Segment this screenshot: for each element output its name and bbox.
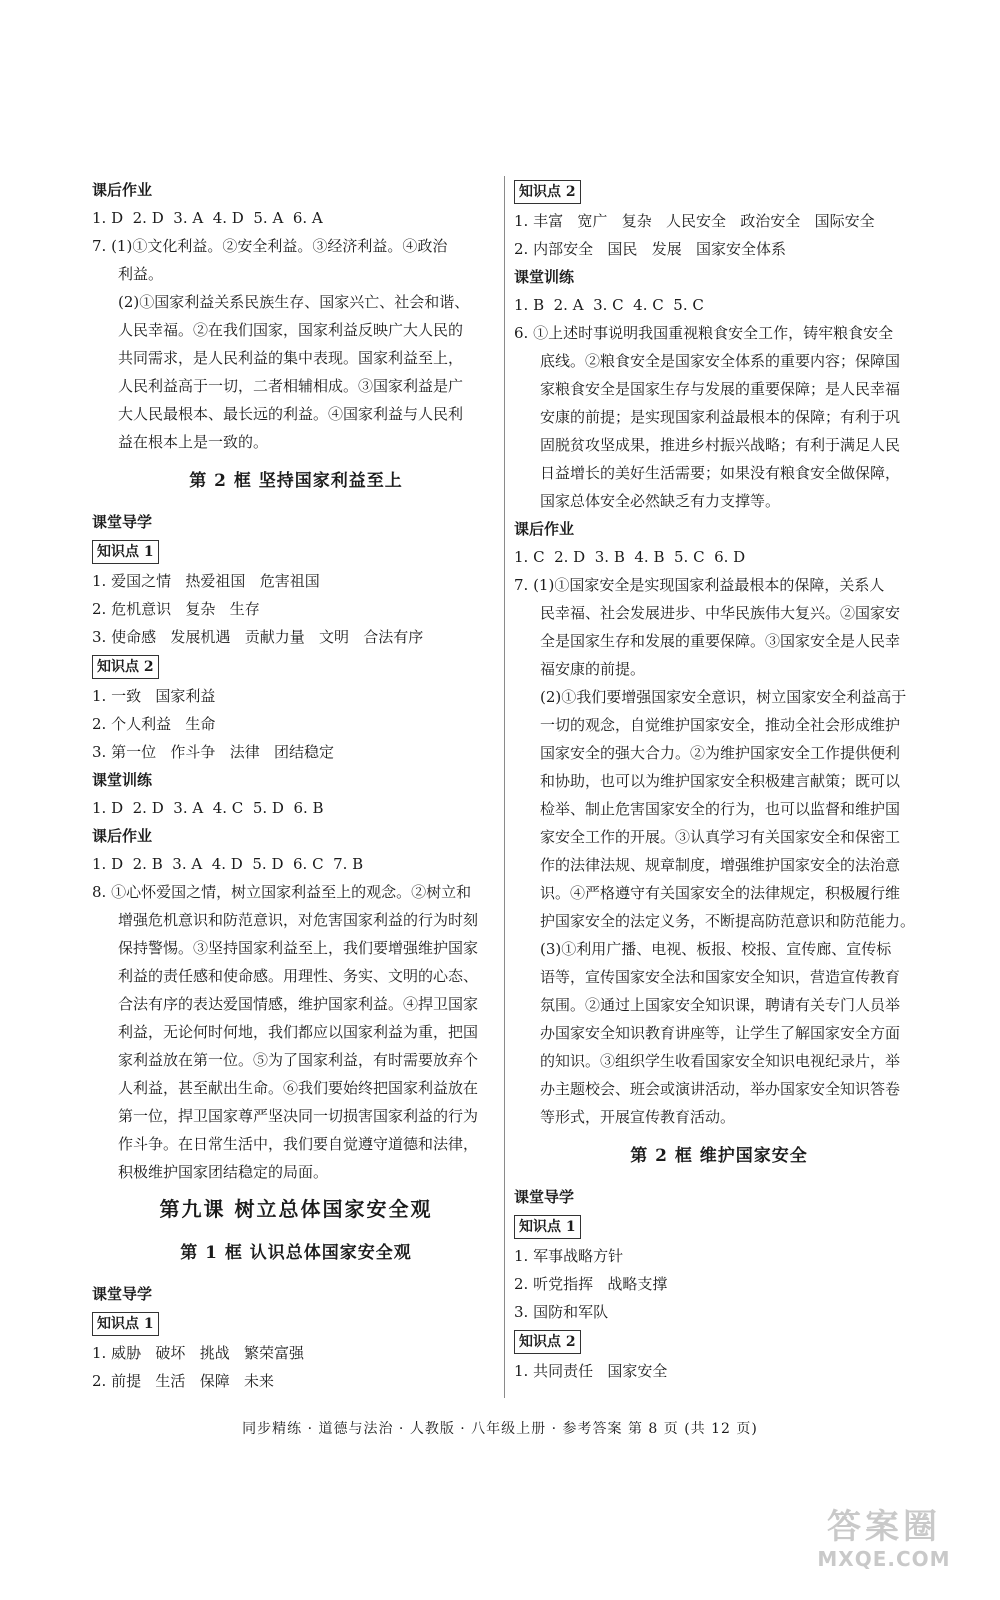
answer-line: 1. D 2. B 3. A 4. D 5. D 6. C 7. B [92, 855, 364, 873]
answer-line: 人民幸福。②在我们国家，国家利益反映广大人民的 [118, 321, 464, 339]
answer-line: 人利益，甚至献出生命。⑥我们要始终把国家利益放在 [118, 1079, 479, 1097]
answer-line: 检举、制止危害国家安全的行为，也可以监督和维护国 [540, 800, 901, 818]
answer-line: 1. 军事战略方针 [514, 1247, 624, 1265]
answer-line: 6. ①上述时事说明我国重视粮食安全工作，铸牢粮食安全 [514, 324, 894, 342]
answer-line: 家安全工作的开展。③认真学习有关国家安全和保密工 [540, 828, 901, 846]
answer-line: 3. 国防和军队 [514, 1303, 609, 1321]
answer-line: 福安康的前提。 [540, 660, 646, 678]
answer-line: 2. 个人利益 生命 [92, 715, 216, 733]
answer-line: 护国家安全的法定义务，不断提高防范意识和防范能力。 [540, 912, 916, 930]
answer-line: (2)①国家利益关系民族生存、国家兴亡、社会和谐、 [118, 293, 470, 311]
answer-line: 作斗争。在日常生活中，我们要自觉遵守道德和法律， [118, 1135, 479, 1153]
answer-line: 国家安全的强大合力。②为维护国家安全工作提供便利 [540, 744, 901, 762]
answer-line: 3. 使命感 发展机遇 贡献力量 文明 合法有序 [92, 628, 424, 646]
answer-line: 1. 一致 国家利益 [92, 687, 216, 705]
answer-line: 民幸福、社会发展进步、中华民族伟大复兴。②国家安 [540, 604, 901, 622]
answer-line: 1. 爱国之情 热爱祖国 危害祖国 [92, 572, 320, 590]
answer-line: 的知识。③组织学生收看国家安全知识电视纪录片，举 [540, 1052, 901, 1070]
answer-line: 2. 危机意识 复杂 生存 [92, 600, 260, 618]
knowledge-point-label: 知识点 1 [92, 1312, 159, 1336]
answer-line: 语等，宣传国家安全法和国家安全知识，营造宣传教育 [540, 968, 901, 986]
answer-line: 作的法律法规、规章制度，增强维护国家安全的法治意 [540, 856, 901, 874]
lesson-title: 第九课 树立总体国家安全观 [159, 1197, 433, 1221]
answer-line: 固脱贫攻坚成果，推进乡村振兴战略；有利于满足人民 [540, 436, 901, 454]
answer-line: 国家总体安全必然缺乏有力支撑等。 [540, 492, 781, 510]
answer-line: 保持警惕。③坚持国家利益至上，我们要增强维护国家 [118, 939, 479, 957]
answer-line: 1. D 2. D 3. A 4. C 5. D 6. B [92, 799, 324, 817]
frame-title: 第 1 框 认识总体国家安全观 [180, 1243, 412, 1263]
watermark-top: 答案圈 [827, 1507, 941, 1547]
answer-line: 1. 丰富 宽广 复杂 人民安全 政治安全 国际安全 [514, 212, 875, 230]
frame-title: 第 2 框 维护国家安全 [630, 1146, 808, 1166]
knowledge-point-label: 知识点 2 [92, 655, 159, 679]
answer-line: 益在根本上是一致的。 [118, 433, 269, 451]
section-title: 课堂训练 [514, 268, 575, 286]
answer-line: 安康的前提；是实现国家利益最根本的保障；有利于巩 [540, 408, 901, 426]
watermark-logo [794, 1508, 974, 1578]
section-title: 课后作业 [92, 827, 153, 845]
answer-line: 积极维护国家团结稳定的局面。 [118, 1163, 329, 1181]
answer-line: 日益增长的美好生活需要；如果没有粮食安全做保障， [540, 464, 901, 482]
answer-line: 1. C 2. D 3. B 4. B 5. C 6. D [514, 548, 746, 566]
section-title: 课堂导学 [514, 1188, 575, 1206]
answer-line: 1. 共同责任 国家安全 [514, 1362, 668, 1380]
left-column [92, 176, 500, 1395]
answer-line: 第一位，捍卫国家尊严坚决同一切损害国家利益的行为 [118, 1107, 479, 1125]
right-column [514, 176, 924, 1385]
column-divider [504, 176, 505, 1398]
answer-line: 共同需求，是人民利益的集中表现。国家利益至上， [118, 349, 464, 367]
answer-line: (3)①利用广播、电视、板报、校报、宣传廊、宣传标 [540, 940, 892, 958]
answer-line: 利益的责任感和使命感。用理性、务实、文明的心态、 [118, 967, 479, 985]
section-title: 课后作业 [514, 520, 575, 538]
answer-line: 8. ①心怀爱国之情，树立国家利益至上的观念。②树立和 [92, 883, 472, 901]
answer-line: 大人民最根本、最长远的利益。④国家利益与人民利 [118, 405, 464, 423]
frame-title: 第 2 框 坚持国家利益至上 [189, 471, 403, 491]
section-title: 课堂导学 [92, 513, 153, 531]
answer-line: 办主题校会、班会或演讲活动，举办国家安全知识答卷 [540, 1080, 901, 1098]
answer-line: 等形式，开展宣传教育活动。 [540, 1108, 736, 1126]
answer-line: 底线。②粮食安全是国家安全体系的重要内容；保障国 [540, 352, 901, 370]
answer-line: 7. (1)①国家安全是实现国家利益最根本的保障，关系人 [514, 576, 885, 594]
answer-line: 家利益放在第一位。⑤为了国家利益，有时需要放弃个 [118, 1051, 479, 1069]
answer-line: 2. 内部安全 国民 发展 国家安全体系 [514, 240, 786, 258]
answer-line: 1. B 2. A 3. C 4. C 5. C [514, 296, 704, 314]
knowledge-point-label: 知识点 2 [514, 1330, 581, 1354]
answer-line: 2. 前提 生活 保障 未来 [92, 1372, 274, 1390]
answer-line: 人民利益高于一切，二者相辅相成。③国家利益是广 [118, 377, 464, 395]
watermark-bottom: MXQE.COM [817, 1547, 951, 1571]
answer-line: 和协助，也可以为维护国家安全积极建言献策；既可以 [540, 772, 901, 790]
answer-line: (2)①我们要增强国家安全意识，树立国家安全利益高于 [540, 688, 907, 706]
answer-line: 1. 威胁 破坏 挑战 繁荣富强 [92, 1344, 304, 1362]
answer-line: 办国家安全知识教育讲座等，让学生了解国家安全方面 [540, 1024, 901, 1042]
answer-line: 氛围。②通过上国家安全知识课，聘请有关专门人员举 [540, 996, 901, 1014]
answer-line: 识。④严格遵守有关国家安全的法律规定，积极履行维 [540, 884, 901, 902]
section-title: 课堂训练 [92, 771, 153, 789]
section-title: 课堂导学 [92, 1285, 153, 1303]
answer-line: 利益。 [118, 265, 164, 283]
answer-line: 一切的观念，自觉维护国家安全，推动全社会形成维护 [540, 716, 901, 734]
answer-line: 家粮食安全是国家生存与发展的重要保障；是人民幸福 [540, 380, 901, 398]
answer-line: 利益，无论何时何地，我们都应以国家利益为重，把国 [118, 1023, 479, 1041]
answer-line: 增强危机意识和防范意识，对危害国家利益的行为时刻 [118, 911, 479, 929]
knowledge-point-label: 知识点 1 [514, 1215, 581, 1239]
answer-line: 7. (1)①文化利益。②安全利益。③经济利益。④政治 [92, 237, 448, 255]
answer-line: 3. 第一位 作斗争 法律 团结稳定 [92, 743, 334, 761]
answer-line: 2. 听党指挥 战略支撑 [514, 1275, 668, 1293]
knowledge-point-label: 知识点 2 [514, 180, 581, 204]
page-footer: 同步精练 · 道德与法治 · 人教版 · 八年级上册 · 参考答案 第 8 页 (共 12 页) [242, 1421, 758, 1437]
answer-line: 合法有序的表达爱国情感，维护国家利益。④捍卫国家 [118, 995, 479, 1013]
answer-line: 全是国家生存和发展的重要保障。③国家安全是人民幸 [540, 632, 901, 650]
section-title: 课后作业 [92, 181, 153, 199]
knowledge-point-label: 知识点 1 [92, 540, 159, 564]
answer-line: 1. D 2. D 3. A 4. D 5. A 6. A [92, 209, 323, 227]
